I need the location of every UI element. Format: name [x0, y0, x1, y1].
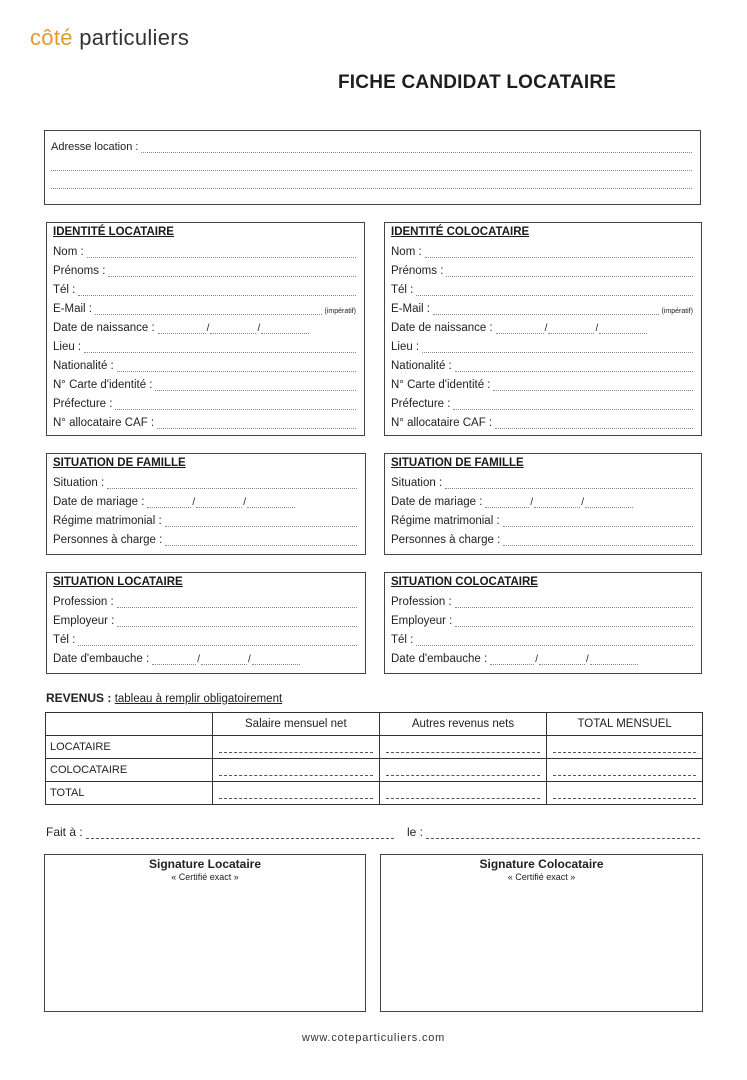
date-label: le : — [407, 825, 424, 839]
nom-label: Nom : — [53, 246, 84, 258]
identity-locataire-box — [46, 222, 365, 436]
field-carte[interactable] — [53, 376, 356, 391]
logo-part2: particuliers — [79, 25, 190, 50]
situation-colocataire-box — [384, 572, 702, 674]
field-mariage[interactable] — [53, 493, 357, 508]
mariage-label: Date de mariage : — [53, 496, 145, 508]
address-line-3[interactable] — [51, 179, 692, 189]
table-row — [46, 736, 703, 759]
employeur-label: Employeur : — [391, 615, 453, 627]
field-embauche[interactable] — [391, 650, 693, 665]
carte-label: N° Carte d'identité : — [391, 379, 491, 391]
nationalite-input[interactable] — [117, 362, 356, 372]
table-corner-cell — [46, 713, 213, 736]
field-nom[interactable] — [53, 243, 356, 258]
carte-input[interactable] — [493, 381, 693, 391]
situation-label: Situation : — [391, 477, 443, 489]
table-cell-input[interactable] — [547, 782, 703, 805]
table-row — [46, 759, 703, 782]
charge-label: Personnes à charge : — [53, 534, 163, 546]
mariage-input[interactable]: / / — [485, 497, 633, 508]
regime-input[interactable] — [165, 517, 357, 527]
dob-label: Date de naissance : — [53, 322, 155, 334]
column-header: Salaire mensuel net — [213, 713, 380, 736]
nationalite-label: Nationalité : — [53, 360, 114, 372]
signature-locataire-subtitle: « Certifié exact » — [171, 872, 239, 882]
revenus-heading — [46, 691, 282, 705]
regime-label: Régime matrimonial : — [53, 515, 162, 527]
email-label: E-Mail : — [53, 303, 92, 315]
nom-label: Nom : — [391, 246, 422, 258]
field-embauche[interactable] — [53, 650, 357, 665]
date-input[interactable] — [426, 830, 700, 839]
dob-input[interactable]: / / — [496, 323, 648, 334]
row-label: COLOCATAIRE — [46, 759, 213, 782]
field-nationalite[interactable] — [53, 357, 356, 372]
employeur-label: Employeur : — [53, 615, 115, 627]
prenoms-input[interactable] — [446, 267, 693, 277]
field-tel[interactable] — [53, 281, 356, 296]
address-label: Adresse location : — [51, 141, 139, 153]
prefecture-label: Préfecture : — [391, 398, 451, 410]
field-dob[interactable] — [391, 319, 693, 334]
nom-input[interactable] — [425, 248, 693, 258]
field-nom[interactable] — [391, 243, 693, 258]
table-cell-input[interactable] — [379, 736, 547, 759]
prenoms-label: Prénoms : — [391, 265, 444, 277]
prenoms-input[interactable] — [108, 267, 356, 277]
charge-input[interactable] — [503, 536, 693, 546]
employeur-input[interactable] — [117, 617, 357, 627]
field-caf[interactable] — [391, 414, 693, 429]
nationalite-label: Nationalité : — [391, 360, 452, 372]
identity-locataire-title: IDENTITÉ LOCATAIRE — [53, 226, 174, 238]
table-header-row — [46, 713, 703, 736]
field-profession[interactable] — [53, 593, 357, 608]
field-profession[interactable] — [391, 593, 693, 608]
tel-input[interactable] — [78, 286, 356, 296]
field-email[interactable] — [53, 300, 356, 315]
profession-input[interactable] — [117, 598, 357, 608]
address-row[interactable] — [51, 139, 692, 153]
table-cell-input[interactable] — [213, 759, 380, 782]
email-input[interactable] — [95, 305, 323, 315]
field-dob[interactable] — [53, 319, 356, 334]
field-lieu[interactable] — [53, 338, 356, 353]
charge-label: Personnes à charge : — [391, 534, 501, 546]
fait-a-label: Fait à : — [46, 825, 83, 839]
prefecture-input[interactable] — [453, 400, 693, 410]
address-line-2[interactable] — [51, 161, 692, 171]
fait-a-field[interactable] — [46, 825, 394, 839]
revenus-table — [45, 712, 703, 805]
embauche-input[interactable]: / / — [490, 654, 638, 665]
field-regime[interactable] — [391, 512, 693, 527]
signature-locataire-title: Signature Locataire — [148, 857, 262, 871]
mariage-input[interactable]: / / — [147, 497, 295, 508]
embauche-label: Date d'embauche : — [391, 653, 488, 665]
table-cell-input[interactable] — [547, 736, 703, 759]
table-row — [46, 782, 703, 805]
tel-label: Tél : — [53, 284, 76, 296]
table-cell-input[interactable] — [547, 759, 703, 782]
email-note: (impératif) — [324, 308, 356, 315]
field-tel[interactable] — [391, 631, 693, 646]
field-employeur[interactable] — [53, 612, 357, 627]
field-regime[interactable] — [53, 512, 357, 527]
email-label: E-Mail : — [391, 303, 430, 315]
prefecture-label: Préfecture : — [53, 398, 113, 410]
mariage-label: Date de mariage : — [391, 496, 483, 508]
date-field[interactable] — [407, 825, 700, 839]
regime-label: Régime matrimonial : — [391, 515, 500, 527]
identity-colocataire-box — [384, 222, 702, 436]
column-header: TOTAL MENSUEL — [547, 713, 703, 736]
carte-label: N° Carte d'identité : — [53, 379, 153, 391]
nationalite-input[interactable] — [455, 362, 693, 372]
table-cell-input[interactable] — [379, 759, 547, 782]
address-row[interactable] — [51, 157, 692, 171]
field-caf[interactable] — [53, 414, 356, 429]
field-tel[interactable] — [391, 281, 693, 296]
carte-input[interactable] — [155, 381, 356, 391]
fait-a-input[interactable] — [86, 830, 394, 839]
famille-locataire-box — [46, 453, 366, 555]
tel-input[interactable] — [416, 286, 693, 296]
lieu-label: Lieu : — [53, 341, 82, 353]
field-employeur[interactable] — [391, 612, 693, 627]
signature-colocataire-subtitle: « Certifié exact » — [507, 872, 576, 882]
lieu-label: Lieu : — [391, 341, 420, 353]
embauche-input[interactable]: / / — [152, 654, 300, 665]
field-prenoms[interactable] — [391, 262, 693, 277]
field-prenoms[interactable] — [53, 262, 356, 277]
tel-label: Tél : — [391, 284, 414, 296]
profession-label: Profession : — [53, 596, 114, 608]
field-charge[interactable] — [391, 531, 693, 546]
caf-input[interactable] — [157, 419, 356, 429]
logo-part1: côté — [30, 25, 73, 50]
situation-input[interactable] — [445, 479, 693, 489]
signature-colocataire-box[interactable] — [380, 854, 703, 1012]
nom-input[interactable] — [87, 248, 356, 258]
address-line-1[interactable] — [141, 143, 692, 153]
charge-input[interactable] — [165, 536, 357, 546]
footer-url: www.coteparticuliers.com — [301, 1032, 446, 1044]
signature-colocataire-title: Signature Colocataire — [479, 857, 604, 871]
dob-label: Date de naissance : — [391, 322, 493, 334]
address-box — [44, 130, 701, 205]
tel-label: Tél : — [53, 634, 76, 646]
table-cell-input[interactable] — [213, 782, 380, 805]
field-carte[interactable] — [391, 376, 693, 391]
field-situation[interactable] — [391, 474, 693, 489]
famille-locataire-title: SITUATION DE FAMILLE — [53, 457, 186, 469]
field-tel[interactable] — [53, 631, 357, 646]
profession-label: Profession : — [391, 596, 452, 608]
field-nationalite[interactable] — [391, 357, 693, 372]
revenus-instruction: tableau à remplir obligatoirement — [114, 693, 283, 705]
identity-colocataire-title: IDENTITÉ COLOCATAIRE — [391, 226, 530, 238]
field-charge[interactable] — [53, 531, 357, 546]
table-cell-input[interactable] — [379, 782, 547, 805]
revenus-label: REVENUS : — [46, 691, 112, 705]
field-prefecture[interactable] — [53, 395, 356, 410]
famille-colocataire-title: SITUATION DE FAMILLE — [391, 457, 524, 469]
field-mariage[interactable] — [391, 493, 693, 508]
field-email[interactable] — [391, 300, 693, 315]
situation-label: Situation : — [53, 477, 105, 489]
employeur-input[interactable] — [455, 617, 693, 627]
prenoms-label: Prénoms : — [53, 265, 106, 277]
signature-locataire-box[interactable] — [44, 854, 366, 1012]
column-header: Autres revenus nets — [379, 713, 547, 736]
regime-input[interactable] — [503, 517, 693, 527]
famille-colocataire-box — [384, 453, 702, 555]
situation-colocataire-title: SITUATION COLOCATAIRE — [391, 576, 538, 588]
field-situation[interactable] — [53, 474, 357, 489]
field-lieu[interactable] — [391, 338, 693, 353]
caf-label: N° allocataire CAF : — [53, 417, 155, 429]
tel-input[interactable] — [78, 636, 357, 646]
logo — [30, 25, 189, 51]
row-label: LOCATAIRE — [46, 736, 213, 759]
row-label: TOTAL — [46, 782, 213, 805]
tel-label: Tél : — [391, 634, 414, 646]
prefecture-input[interactable] — [115, 400, 356, 410]
table-cell-input[interactable] — [213, 736, 380, 759]
embauche-label: Date d'embauche : — [53, 653, 150, 665]
lieu-input[interactable] — [422, 343, 693, 353]
page-title: FICHE CANDIDAT LOCATAIRE — [338, 72, 617, 93]
tel-input[interactable] — [416, 636, 693, 646]
dob-input[interactable]: / / — [158, 323, 310, 334]
caf-label: N° allocataire CAF : — [391, 417, 493, 429]
address-row[interactable] — [51, 175, 692, 189]
situation-locataire-title: SITUATION LOCATAIRE — [53, 576, 183, 588]
email-input[interactable] — [433, 305, 660, 315]
profession-input[interactable] — [455, 598, 693, 608]
field-prefecture[interactable] — [391, 395, 693, 410]
caf-input[interactable] — [495, 419, 693, 429]
situation-input[interactable] — [107, 479, 357, 489]
email-note: (impératif) — [661, 308, 693, 315]
lieu-input[interactable] — [84, 343, 356, 353]
situation-locataire-box — [46, 572, 366, 674]
